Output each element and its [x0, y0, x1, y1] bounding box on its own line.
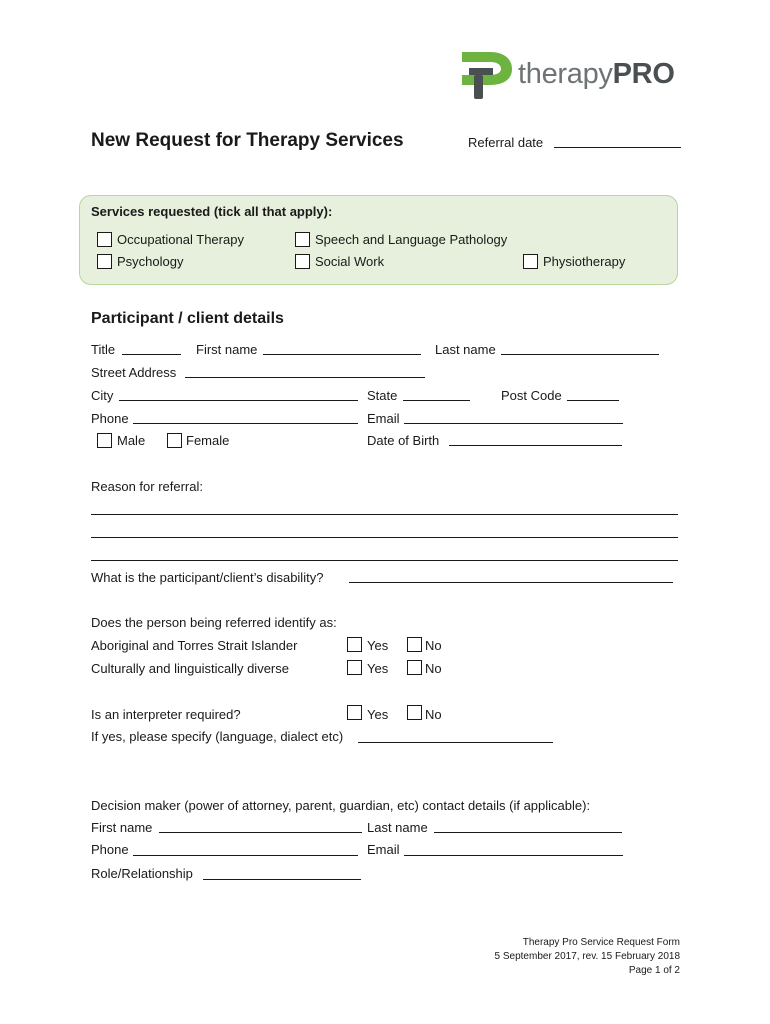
email-field[interactable] [404, 423, 623, 424]
date-of-birth-label: Date of Birth [367, 433, 440, 448]
reason-line-1[interactable] [91, 514, 678, 515]
social-work-checkbox[interactable] [295, 254, 310, 269]
physiotherapy-checkbox[interactable] [523, 254, 538, 269]
email-label: Email [367, 411, 400, 426]
occupational-therapy-label: Occupational Therapy [117, 232, 244, 247]
disability-field[interactable] [349, 582, 673, 583]
reason-for-referral-label: Reason for referral: [91, 479, 203, 494]
female-checkbox[interactable] [167, 433, 182, 448]
footer-revision: 5 September 2017, rev. 15 February 2018 [494, 951, 680, 962]
dm-email-field[interactable] [404, 855, 623, 856]
title-field[interactable] [122, 354, 181, 355]
identity-question: Does the person being referred identify as: [91, 615, 337, 630]
cald-yes-label: Yes [367, 661, 389, 676]
logo-brand-prefix: therapy [518, 58, 613, 90]
services-heading: Services requested (tick all that apply): [91, 204, 333, 219]
dm-last-name-label: Last name [367, 820, 428, 835]
cald-no-checkbox[interactable] [407, 660, 422, 675]
logo-brand-suffix: PRO [612, 58, 675, 90]
speech-language-label: Speech and Language Pathology [315, 232, 508, 247]
dm-phone-field[interactable] [133, 855, 358, 856]
atsi-yes-label: Yes [367, 638, 389, 653]
logo-wordmark [518, 58, 675, 90]
city-label: City [91, 388, 114, 403]
dm-role-field[interactable] [203, 879, 361, 880]
atsi-no-checkbox[interactable] [407, 637, 422, 652]
dm-phone-label: Phone [91, 842, 129, 857]
last-name-label: Last name [435, 342, 496, 357]
referral-date-field[interactable] [554, 147, 681, 148]
reason-line-3[interactable] [91, 560, 678, 561]
cald-label: Culturally and linguistically diverse [91, 661, 289, 676]
psychology-label: Psychology [117, 254, 184, 269]
interpreter-yes-label: Yes [367, 707, 389, 722]
street-address-field[interactable] [185, 377, 425, 378]
post-code-field[interactable] [567, 400, 619, 401]
post-code-label: Post Code [501, 388, 562, 403]
atsi-no-label: No [425, 638, 442, 653]
atsi-yes-checkbox[interactable] [347, 637, 362, 652]
interpreter-no-label: No [425, 707, 442, 722]
footer-page-number: Page 1 of 2 [628, 965, 680, 976]
referral-date-label: Referral date [468, 135, 544, 150]
social-work-label: Social Work [315, 254, 385, 269]
female-label: Female [186, 433, 230, 448]
occupational-therapy-checkbox[interactable] [97, 232, 112, 247]
logo-mark-icon [460, 48, 516, 100]
first-name-field[interactable] [263, 354, 421, 355]
interpreter-yes-checkbox[interactable] [347, 705, 362, 720]
male-label: Male [117, 433, 146, 448]
page-footer [495, 936, 680, 978]
cald-yes-checkbox[interactable] [347, 660, 362, 675]
page-title: New Request for Therapy Services [91, 130, 404, 151]
dm-role-label: Role/Relationship [91, 866, 193, 881]
dm-email-label: Email [367, 842, 400, 857]
street-address-label: Street Address [91, 365, 177, 380]
therapypro-logo [460, 46, 675, 102]
interpreter-question: Is an interpreter required? [91, 707, 241, 722]
first-name-label: First name [196, 342, 258, 357]
last-name-field[interactable] [501, 354, 659, 355]
interpreter-specify-field[interactable] [358, 742, 553, 743]
city-field[interactable] [119, 400, 358, 401]
participant-details-heading: Participant / client details [91, 310, 284, 327]
state-label: State [367, 388, 398, 403]
state-field[interactable] [403, 400, 470, 401]
decision-maker-heading: Decision maker (power of attorney, parent, guardian, etc) contact details (if applicable): [91, 798, 591, 813]
atsi-label: Aboriginal and Torres Strait Islander [91, 638, 298, 653]
footer-form-name: Therapy Pro Service Request Form [522, 937, 680, 948]
speech-language-checkbox[interactable] [295, 232, 310, 247]
male-checkbox[interactable] [97, 433, 112, 448]
interpreter-specify-label: If yes, please specify (language, dialect etc) [91, 729, 344, 744]
physiotherapy-label: Physiotherapy [543, 254, 626, 269]
dm-first-name-label: First name [91, 820, 153, 835]
psychology-checkbox[interactable] [97, 254, 112, 269]
reason-line-2[interactable] [91, 537, 678, 538]
dm-last-name-field[interactable] [434, 832, 622, 833]
interpreter-no-checkbox[interactable] [407, 705, 422, 720]
date-of-birth-field[interactable] [449, 445, 622, 446]
title-label: Title [91, 342, 116, 357]
phone-label: Phone [91, 411, 129, 426]
dm-first-name-field[interactable] [159, 832, 362, 833]
phone-field[interactable] [133, 423, 358, 424]
disability-label: What is the participant/client’s disability? [91, 570, 324, 585]
cald-no-label: No [425, 661, 442, 676]
